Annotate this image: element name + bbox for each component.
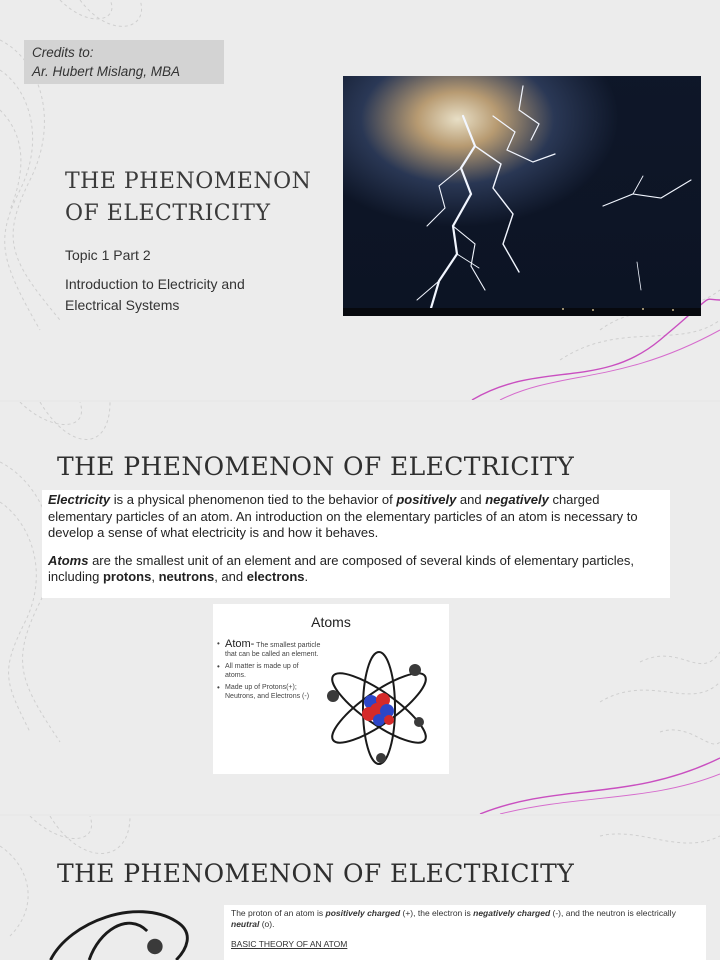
bullet-head: Atom- bbox=[225, 638, 255, 650]
topic-label: Topic 1 Part 2 bbox=[65, 247, 151, 263]
text-run: The proton of an atom is bbox=[231, 908, 326, 918]
slide-subtitle bbox=[65, 274, 325, 316]
text-run: is a physical phenomenon tied to the behavior of bbox=[110, 492, 397, 507]
subtitle-line-2: Electrical Systems bbox=[65, 297, 180, 313]
atoms-diagram-card bbox=[213, 604, 449, 774]
atoms-slide bbox=[0, 402, 720, 814]
bullet-text: The smallest particle that can be called an element. bbox=[225, 642, 321, 658]
text-run: . bbox=[304, 569, 309, 584]
title-line-2: OF ELECTRICITY bbox=[65, 201, 271, 226]
paragraph-electricity bbox=[48, 492, 664, 542]
term-negatively: negatively bbox=[485, 492, 549, 507]
slide-title bbox=[65, 166, 311, 230]
credits-box bbox=[24, 40, 224, 84]
text-run: , bbox=[151, 569, 159, 584]
bullet-composition: • Made up of Protons(+); Neutrons, and Electrons (-) bbox=[217, 684, 321, 701]
term-positively: positively bbox=[396, 492, 457, 507]
atoms-bullet-list bbox=[217, 640, 321, 705]
text-run: charged elementary particles of an atom. An introduction on the elementary particles of an atom is necessary to develop a sense of what electricity is and how it behaves. bbox=[48, 492, 638, 540]
subtitle-line-1: Introduction to Electricity and bbox=[65, 276, 245, 292]
credits-label: Credits to: bbox=[32, 45, 94, 60]
term-protons: protons bbox=[102, 569, 152, 584]
charges-slide bbox=[0, 816, 720, 960]
term-neutrons: neutrons bbox=[158, 569, 215, 584]
text-run: (+), the electron is bbox=[400, 908, 474, 918]
term-electrons: electrons bbox=[246, 569, 305, 584]
atom-model-illustration bbox=[28, 902, 218, 960]
term-neutral: neutral bbox=[231, 918, 260, 929]
bullet-atom-definition bbox=[217, 640, 321, 659]
charge-text-box bbox=[224, 905, 706, 960]
basic-theory-heading: BASIC THEORY OF AN ATOM bbox=[231, 939, 348, 949]
intro-text-box bbox=[42, 490, 670, 598]
atom-model-illustration bbox=[319, 648, 439, 768]
term-atoms: Atoms bbox=[48, 552, 89, 568]
text-run: (-), and the neutron is electrically bbox=[550, 908, 676, 918]
term-electricity: Electricity bbox=[48, 492, 111, 507]
credits-author: Ar. Hubert Mislang, MBA bbox=[32, 64, 181, 79]
term-negatively-charged: negatively charged bbox=[473, 908, 551, 918]
slide-title: THE PHENOMENON OF ELECTRICITY bbox=[57, 859, 575, 888]
title-line-1: THE PHENOMENON bbox=[65, 169, 312, 194]
text-run: (o). bbox=[259, 918, 275, 929]
text-run: are the smallest unit of an element and are composed of several kinds of elementary particles, including bbox=[48, 552, 635, 584]
term-positively-charged: positively charged bbox=[325, 908, 401, 918]
text-run: and bbox=[456, 492, 486, 507]
bullet-matter: • All matter is made up of atoms. bbox=[217, 663, 321, 680]
charge-paragraph bbox=[231, 908, 699, 929]
slide-title: THE PHENOMENON OF ELECTRICITY bbox=[57, 452, 575, 481]
atoms-card-title: Atoms bbox=[311, 614, 351, 630]
lightning-photo bbox=[343, 76, 701, 316]
title-slide bbox=[0, 0, 720, 400]
text-run: , and bbox=[214, 569, 247, 584]
paragraph-atoms bbox=[48, 553, 664, 586]
